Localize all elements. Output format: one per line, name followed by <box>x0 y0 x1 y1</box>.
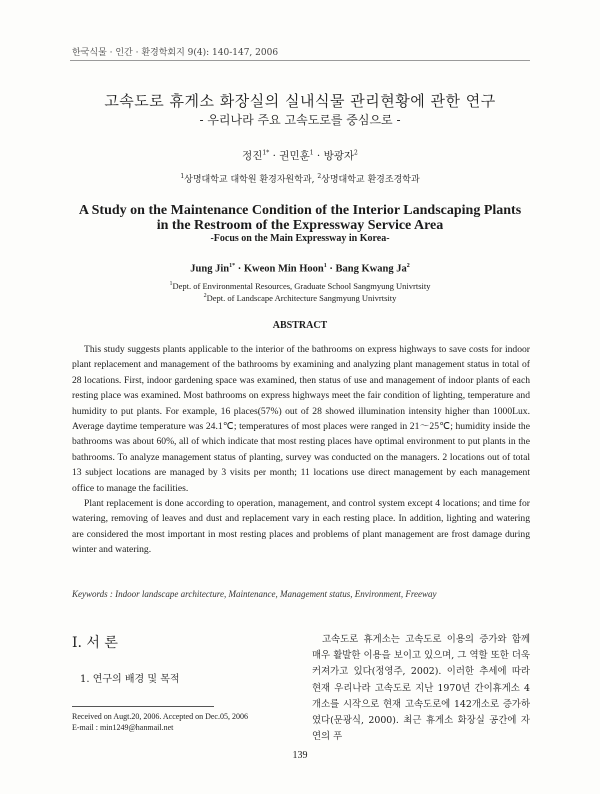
affiliation-text: 상명대학교 환경조경학과 <box>321 175 420 185</box>
affiliation-line <box>0 279 600 291</box>
korean-title: 고속도로 휴게소 화장실의 실내식물 관리현황에 관한 연구 <box>104 92 496 110</box>
author-name: Jung Jin <box>190 263 230 275</box>
author-sup: 1 <box>323 263 327 269</box>
author-name: 방광자 <box>323 150 355 162</box>
english-subtitle: -Focus on the Main Expressway in Korea- <box>210 233 390 244</box>
journal-header: 한국식물 · 인간 · 환경학회지 9(4): 140-147, 2006 <box>72 48 279 58</box>
korean-subtitle: - 우리나라 주요 고속도로를 중심으로 - <box>199 113 401 127</box>
header-divider <box>70 60 530 61</box>
korean-authors <box>0 148 600 163</box>
affiliation-text: Dept. of Environmental Resources, Graduate School Sangmyung Univrtsity <box>172 280 431 291</box>
abstract-body <box>72 342 530 558</box>
english-title-line: A Study on the Maintenance Condition of the Interior Landscaping Plants <box>78 203 522 218</box>
abstract-paragraph: This study suggests plants applicable to the interior of the bathrooms on express highways to save costs for indoor plant replacement and management of the bathrooms by examining and analyzing plant management status in total of 28 locations. First, indoor gardening space was examined, then status of use and management of indoor plants of each resting place was examined. Most bathrooms on express highways meet the fair condition of lighting, temperature and humidity to put plants. For example, 16 places(57%) out of 28 showed illumination intensity higher than 1000Lux. Average daytime temperature was 24.1℃; temperatures of most places were ranged in 21～25℃; humidity inside the bathrooms was about 60%, all of which indicate that most resting places have optimal environment to put plants in the bathrooms. To analyze management status of planting, survey was conducted on the managers. 2 locations out of total 13 subject locations are managed by 3 visits per month; 11 locations use direct management by each management office to manage the facilities. <box>72 344 530 494</box>
author-sup: 1 <box>309 149 314 157</box>
affiliation-sup: 2 <box>317 173 322 180</box>
abstract-paragraph: Plant replacement is done according to operation, management, and control system except 4 locations; and time for watering, removing of leaves and dust and replacement vary in each resting place. In addition, lighting and watering are considered the most important in most resting places and problems of plant management are frost damage during winter and watering. <box>72 498 530 556</box>
author-separator: · <box>313 150 324 162</box>
english-title-line: in the Restroom of the Expressway Service Area <box>156 218 444 233</box>
affiliation-sup: 2 <box>203 292 207 299</box>
author-sup: 1* <box>262 149 270 157</box>
keywords: Keywords : Indoor landscape architecture, Maintenance, Management status, Environment, Freeway <box>72 589 437 599</box>
subsection-title: 1. 연구의 배경 및 목적 <box>80 674 180 685</box>
english-authors: Jung Jin$^{1*}$ · Kweon Min Hoon$^1$ · Bang Kwang Ja$^2$ <box>190 263 410 275</box>
english-title <box>0 203 600 233</box>
author-name: Bang Kwang Ja <box>335 263 407 275</box>
footnote-divider <box>72 706 214 707</box>
korean-affiliation <box>0 172 600 185</box>
affiliation-line <box>0 291 600 303</box>
author-name: 정진 <box>242 150 263 162</box>
introduction-paragraph: 고속도로 휴게소는 고속도로 이용의 증가와 함께 매우 활발한 이용을 보이고 있으며, 그 역할 또한 더욱 커져가고 있다(정영주, 2002). 이러한 추세에 따라 현재 우리나라 고속도로 지난 1970년 간이휴게소 4개소를 시작으로 현재 고속도로에 142개소로 증가하였다(문광식, 2000). 최근 휴게소 화장실 공간에 자연의 푸 <box>312 634 530 743</box>
abstract-heading: ABSTRACT <box>272 320 328 331</box>
author-name: Kweon Min Hoon <box>243 263 324 275</box>
affiliation-text: Dept. of Landscape Architecture Sangmyung Univrtsity <box>206 292 397 303</box>
author-sup: 1* <box>229 263 236 269</box>
author-sup: 2 <box>406 263 410 269</box>
affiliation-sup: 1 <box>180 173 185 180</box>
affiliation-text: 상명대학교 대학원 환경자원학과, <box>184 175 318 185</box>
english-affiliation <box>0 279 600 303</box>
author-email: E-mail : min1249@hanmail.net <box>72 723 174 732</box>
page-number: 139 <box>292 750 308 761</box>
section-title: Ⅰ. 서 론 <box>72 635 118 651</box>
affiliation-sup: 1 <box>169 281 173 287</box>
author-sup: 2 <box>354 149 358 157</box>
author-separator: · <box>269 150 280 162</box>
footnote <box>72 711 248 733</box>
author-name: 권민훈 <box>279 150 310 162</box>
received-date: Received on Augt.20, 2006. Accepted on Dec.05, 2006 <box>72 712 248 721</box>
introduction-body <box>312 632 530 745</box>
